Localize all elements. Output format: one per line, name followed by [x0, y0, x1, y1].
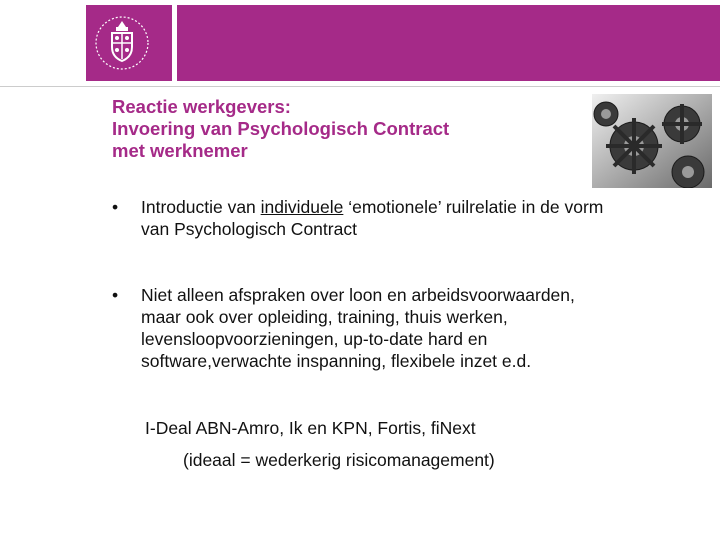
- bullet-1-line-2: van Psychologisch Contract: [141, 219, 357, 239]
- gears-image: [592, 94, 712, 188]
- title-line-1: Reactie werkgevers:: [112, 96, 291, 117]
- bullet-1-text-pre: Introductie van: [141, 197, 261, 217]
- examples-line-2: (ideaal = wederkerig risicomanagement): [183, 450, 495, 470]
- bullet-1-text: [141, 196, 603, 240]
- bullet-marker: •: [112, 197, 119, 217]
- header-divider: [0, 86, 720, 87]
- bullet-marker: •: [112, 285, 119, 305]
- university-logo: [86, 5, 172, 81]
- bullet-2-text: [141, 284, 575, 372]
- gears-icon: [592, 94, 712, 188]
- examples-line-1: I-Deal ABN-Amro, Ik en KPN, Fortis, fiNext: [145, 418, 476, 438]
- bullet-2-line-1: Niet alleen afspraken over loon en arbeidsvoorwaarden,: [141, 285, 575, 305]
- bullet-1-text-post: ‘emotionele’ ruilrelatie in de vorm: [343, 197, 604, 217]
- bullet-2-line-3: levensloopvoorzieningen, up-to-date hard en: [141, 329, 488, 349]
- title-line-3: met werknemer: [112, 140, 248, 161]
- bullet-1-line-1: [141, 196, 603, 218]
- header-band: [0, 0, 720, 86]
- bullet-1-underlined: individuele: [260, 197, 344, 217]
- seal-icon: [86, 5, 172, 81]
- slide-title: [112, 96, 449, 162]
- bullet-2-line-2: maar ook over opleiding, training, thuis werken,: [141, 307, 508, 327]
- bullet-2-line-4: software,verwachte inspanning, flexibele inzet e.d.: [141, 351, 532, 371]
- title-line-2: Invoering van Psychologisch Contract: [112, 118, 450, 139]
- top-band: [177, 5, 720, 81]
